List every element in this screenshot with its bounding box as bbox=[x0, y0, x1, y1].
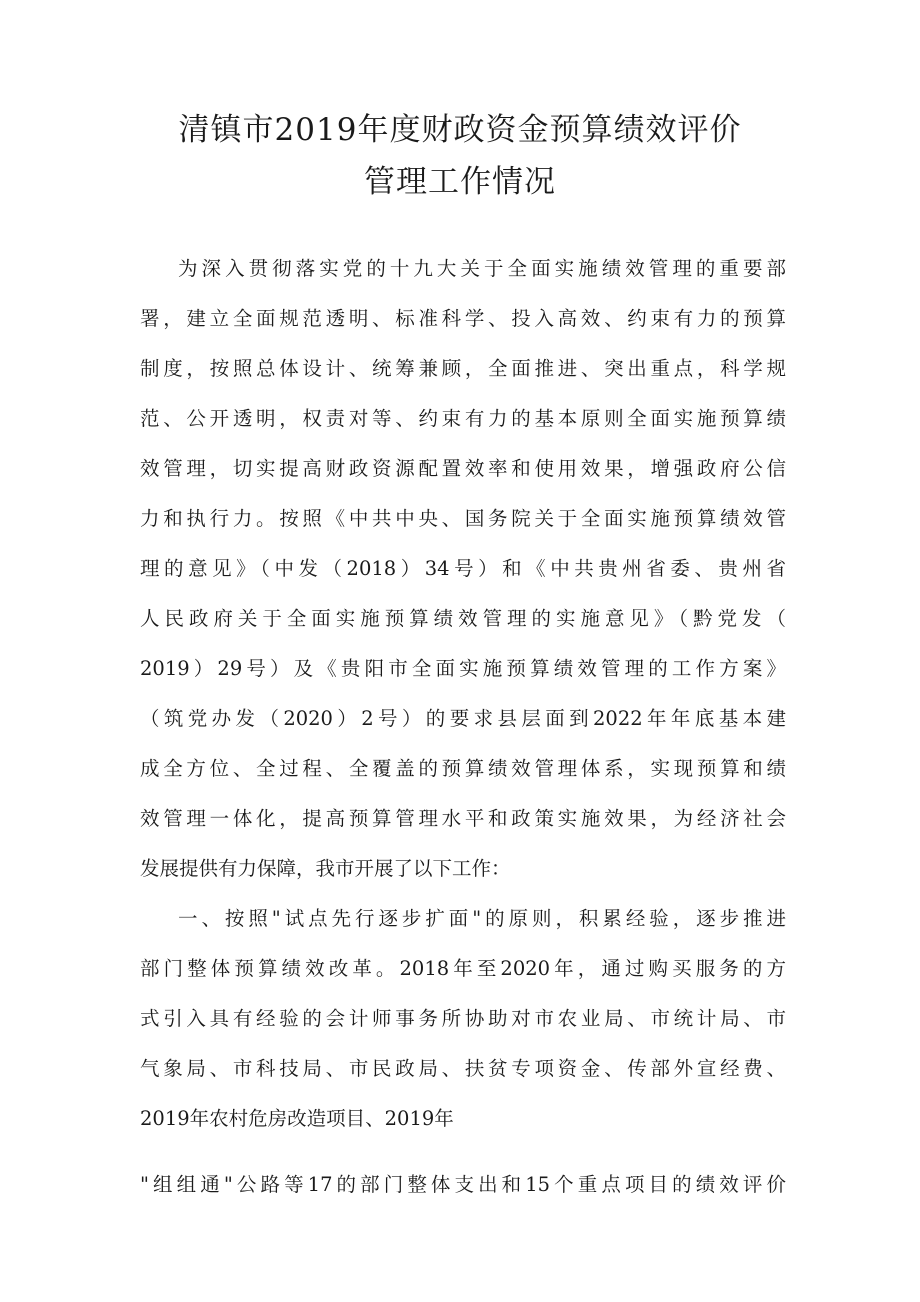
body-line: 范、公开透明，权责对等、约束有力的基本原则全面实施预算绩 bbox=[140, 407, 786, 430]
body-line: 人民政府关于全面实施预算绩效管理的实施意见》（黔党发（ bbox=[140, 607, 786, 630]
body-line: （筑党办发（2020）2号）的要求县层面到2022年年底基本建 bbox=[140, 707, 786, 730]
document-title-line-2: 管理工作情况 bbox=[364, 164, 556, 200]
body-line: 一、按照"试点先行逐步扩面"的原则，积累经验，逐步推进 bbox=[178, 907, 786, 930]
body-line: 力和执行力。按照《中共中央、国务院关于全面实施预算绩效管 bbox=[140, 507, 786, 530]
body-line: 理的意见》（中发（2018）34号）和《中共贵州省委、贵州省 bbox=[140, 557, 786, 580]
body-line: 成全方位、全过程、全覆盖的预算绩效管理体系，实现预算和绩 bbox=[140, 757, 786, 780]
body-line: 署，建立全面规范透明、标准科学、投入高效、约束有力的预算 bbox=[140, 307, 786, 330]
body-line: 气象局、市科技局、市民政局、扶贫专项资金、传部外宣经费、 bbox=[140, 1057, 786, 1080]
body-line: 2019年农村危房改造项目、2019年 bbox=[140, 1107, 454, 1130]
body-line: 效管理一体化，提高预算管理水平和政策实施效果，为经济社会 bbox=[140, 807, 786, 830]
document-title-line-1: 清镇市2019年度财政资金预算绩效评价 bbox=[178, 112, 742, 148]
body-line: 部门整体预算绩效改革。2018年至2020年，通过购买服务的方 bbox=[140, 957, 786, 980]
body-line: "组组通"公路等17的部门整体支出和15个重点项目的绩效评价 bbox=[140, 1173, 786, 1196]
body-line: 制度，按照总体设计、统筹兼顾，全面推进、突出重点，科学规 bbox=[140, 357, 786, 380]
body-line: 2019）29号）及《贵阳市全面实施预算绩效管理的工作方案》 bbox=[140, 657, 786, 680]
body-line: 为深入贯彻落实党的十九大关于全面实施绩效管理的重要部 bbox=[178, 257, 786, 280]
body-line: 式引入具有经验的会计师事务所协助对市农业局、市统计局、市 bbox=[140, 1007, 786, 1030]
body-line: 效管理，切实提高财政资源配置效率和使用效果，增强政府公信 bbox=[140, 457, 786, 480]
body-line: 发展提供有力保障，我市开展了以下工作： bbox=[140, 857, 511, 880]
